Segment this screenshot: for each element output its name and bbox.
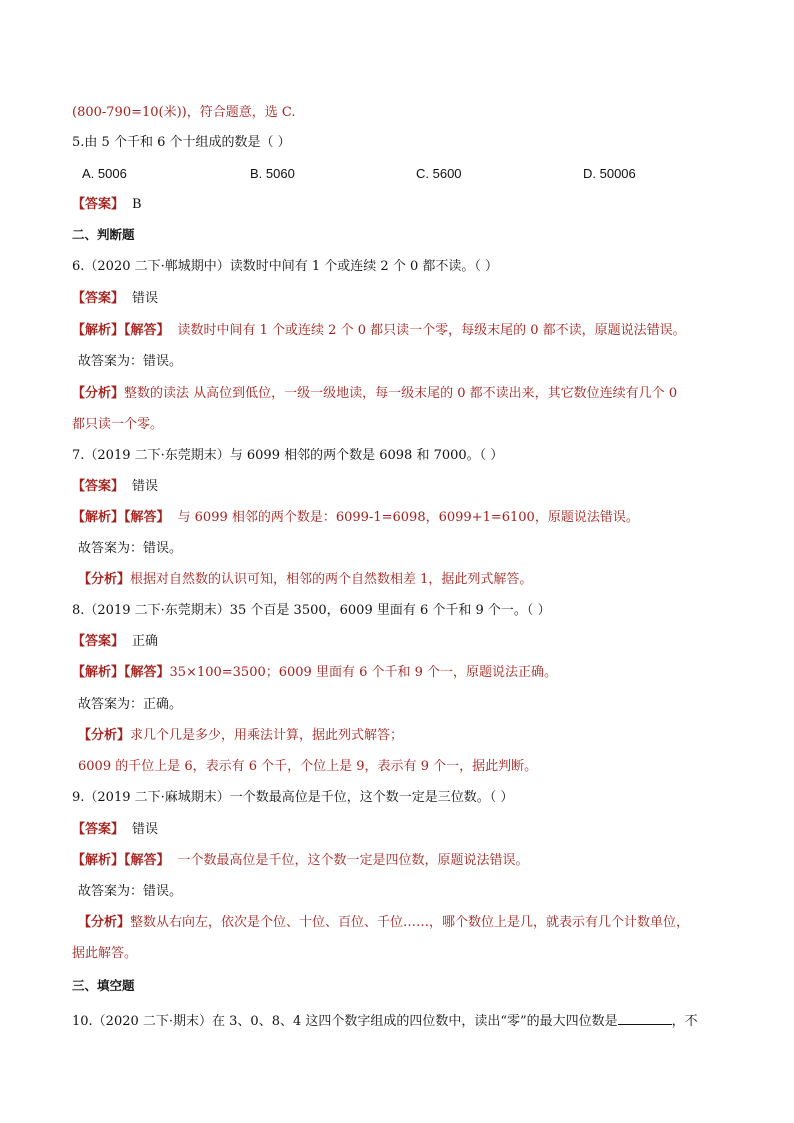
q8-analysis: 35×100=3500；6009 里面有 6 个千和 9 个一，原题说法正确。 (169, 665, 558, 680)
q10-stem-a: 10.（2020 二下·期末）在 3、0、8、4 这四个数字组成的四位数中，读出“零”的最大四位数是 (72, 1014, 618, 1029)
analysis-tag: 【解析】【解答】 (72, 510, 170, 525)
section-title-judgement: 二、判断题 (72, 227, 135, 242)
q6-stem: 6.（2020 二下·郸城期中）读数时中间有 1 个或连续 2 个 0 都不读。（ ） (72, 259, 498, 274)
q9-answer: 错误 (132, 822, 159, 837)
q8-note-line-1 (78, 727, 403, 745)
q6-answer: 错误 (132, 291, 159, 306)
note-tag: 【分析】 (72, 386, 125, 401)
answer-tag: 【答案】 (72, 291, 125, 306)
q7-analysis: 与 6099 相邻的两个数是：6099-1=6098，6099+1=6100，原题说法错误。 (177, 510, 639, 525)
q7-analysis-line (72, 509, 639, 527)
q9-analysis: 一个数最高位是千位，这个数一定是四位数，原题说法错误。 (177, 853, 529, 868)
q5-option-a: A. 5006 (82, 166, 127, 181)
q7-conclusion: 故答案为：错误。 (78, 541, 183, 556)
q5-answer-line (72, 196, 142, 214)
answer-tag: 【答案】 (72, 634, 125, 649)
q4-tail-text: (800-790=10(米))，符合题意，选 C. (72, 105, 296, 120)
q7-note-line-1 (78, 571, 532, 589)
q5-option-d: D. 50006 (583, 166, 636, 181)
q7-stem: 7.（2019 二下·东莞期末）与 6099 相邻的两个数是 6098 和 7000。（ ） (72, 448, 504, 463)
analysis-tag: 【解析】【解答】 (72, 665, 170, 680)
q9-stem: 9.（2019 二下·麻城期末）一个数最高位是千位，这个数一定是三位数。（ ） (72, 790, 514, 805)
q7-note-1: 根据对自然数的认识可知，相邻的两个自然数相差 1，据此列式解答。 (130, 572, 533, 587)
answer-tag: 【答案】 (72, 479, 125, 494)
q5-answer: B (132, 197, 142, 212)
q5-option-b: B. 5060 (250, 166, 295, 181)
answer-tag: 【答案】 (72, 822, 125, 837)
q9-note-2: 据此解答。 (72, 946, 138, 961)
q7-answer: 错误 (132, 479, 159, 494)
q8-note-2: 6009 的千位上是 6，表示有 6 个千，个位上是 9，表示有 9 个一，据此判断。 (78, 759, 538, 774)
q9-note-line-1 (78, 914, 689, 932)
q8-answer: 正确 (132, 634, 159, 649)
q9-note-1: 整数从右向左，依次是个位、十位、百位、千位……，哪个数位上是几，就表示有几个计数单位， (130, 915, 690, 930)
q8-stem: 8.（2019 二下·东莞期末）35 个百是 3500，6009 里面有 6 个千和 9 个一。（ ） (72, 603, 551, 618)
q6-answer-line (72, 290, 158, 308)
q6-analysis: 读数时中间有 1 个或连续 2 个 0 都只读一个零，每级末尾的 0 都不读，原题说法错误。 (177, 323, 686, 338)
q10-stem (72, 1011, 698, 1031)
q10-stem-b: ，不 (671, 1014, 698, 1029)
q9-conclusion: 故答案为：错误。 (78, 884, 183, 899)
analysis-tag: 【解析】【解答】 (72, 853, 170, 868)
q6-note-2: 都只读一个零。 (72, 417, 164, 432)
q7-answer-line (72, 478, 158, 496)
analysis-tag: 【解析】【解答】 (72, 323, 170, 338)
note-tag: 【分析】 (78, 572, 131, 587)
q6-note-line-1 (72, 385, 677, 403)
q8-analysis-line (72, 664, 557, 682)
q10-blank (618, 1011, 672, 1025)
note-tag: 【分析】 (78, 915, 131, 930)
q9-answer-line (72, 821, 158, 839)
section-title-fill-in: 三、填空题 (72, 978, 135, 993)
q8-answer-line (72, 633, 158, 651)
q6-conclusion: 故答案为：错误。 (78, 354, 183, 369)
q9-analysis-line (72, 852, 529, 870)
q6-analysis-line (72, 322, 686, 340)
q6-note-1: 整数的读法 从高位到低位，一级一级地读，每一级末尾的 0 都不读出来，其它数位连续有几个 0 (124, 386, 678, 401)
q5-option-c: C. 5600 (416, 166, 462, 181)
answer-tag: 【答案】 (72, 197, 125, 212)
q5-stem: 5.由 5 个千和 6 个十组成的数是（ ） (72, 135, 291, 150)
note-tag: 【分析】 (78, 728, 131, 743)
q8-note-1: 求几个几是多少，用乘法计算，据此列式解答； (130, 728, 404, 743)
q8-conclusion: 故答案为：正确。 (78, 697, 183, 712)
